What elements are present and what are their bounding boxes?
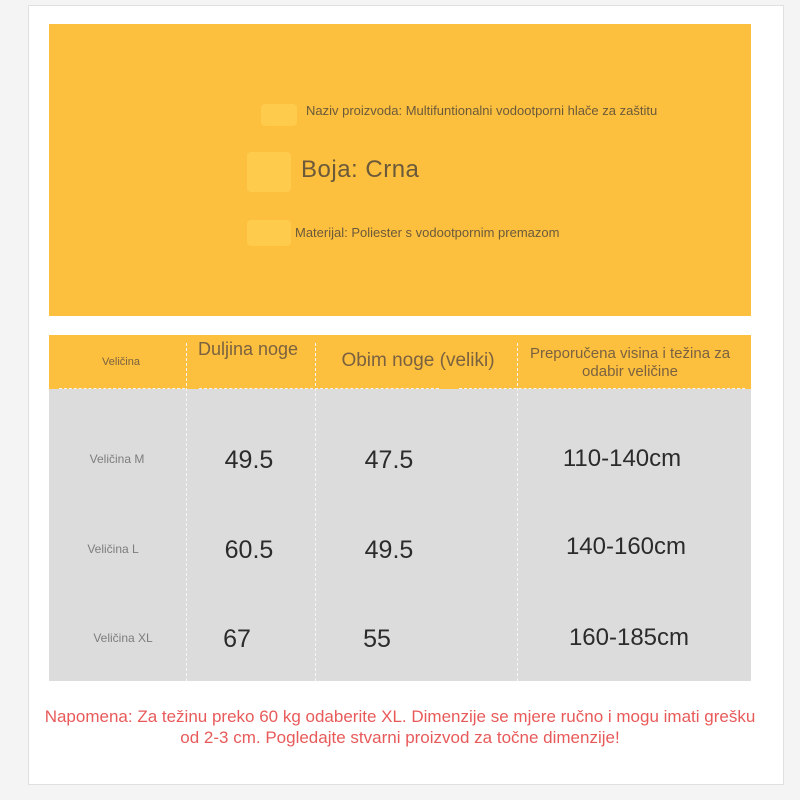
row-size-label: Veličina M [89, 452, 145, 466]
column-header-recommended: Preporučena visina i težina za odabir veličine [529, 345, 731, 380]
product-info-panel [49, 24, 751, 316]
info-decoration [261, 104, 297, 126]
divider [459, 388, 745, 389]
divider [59, 388, 185, 389]
row-size-label: Veličina L [87, 542, 139, 556]
leg-circumference-value: 55 [363, 625, 391, 653]
divider [517, 343, 518, 681]
divider [315, 343, 316, 681]
product-material: Materijal: Poliester s vodootpornim premazom [295, 225, 560, 240]
row-size-label: Veličina XL [93, 631, 153, 645]
leg-circumference-value: 47.5 [364, 446, 414, 474]
leg-length-value: 67 [223, 625, 251, 653]
info-decoration [247, 220, 291, 246]
leg-circumference-value: 49.5 [364, 536, 414, 564]
recommended-range-value: 110-140cm [562, 445, 682, 472]
size-note: Napomena: Za težinu preko 60 kg odaberite XL. Dimenzije se mjere ručno i mogu imati grešku od 2-3 cm. Pogledajte stvarni proizvod za točne dimenzije! [44, 707, 756, 747]
info-decoration [247, 152, 291, 192]
column-header-leg-circumference: Obim noge (veliki) [341, 350, 495, 371]
leg-length-value: 49.5 [224, 446, 274, 474]
product-name: Naziv proizvoda: Multifuntionalni vodootporni hlače za zaštitu [306, 103, 658, 118]
size-table [49, 335, 751, 681]
column-header-leg-length: Duljina noge [197, 339, 299, 359]
leg-length-value: 60.5 [224, 536, 274, 564]
divider [199, 388, 439, 389]
column-header-size: Veličina [102, 356, 140, 368]
recommended-range-value: 160-185cm [568, 624, 690, 651]
product-color: Boja: Crna [301, 156, 420, 183]
recommended-range-value: 140-160cm [565, 533, 687, 560]
